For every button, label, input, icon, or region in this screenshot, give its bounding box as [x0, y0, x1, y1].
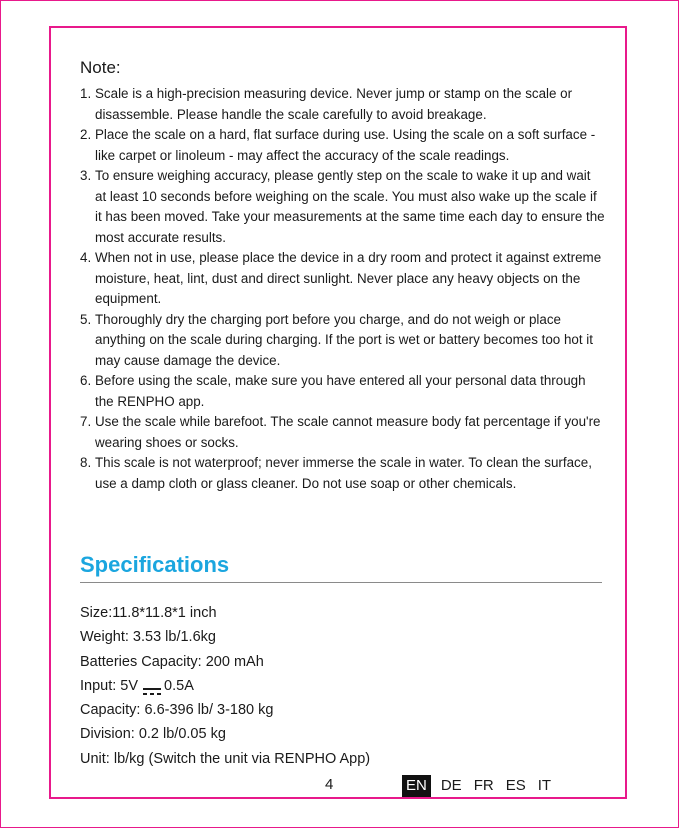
note-item-text: Scale is a high-precision measuring device. Never jump or stamp on the scale or disassemble. Please handle the scale carefully to avoid breakage.: [95, 86, 573, 122]
note-item-8: [80, 453, 605, 494]
note-item-number: 2.: [80, 127, 92, 142]
spec-division: Division: 0.2 lb/0.05 kg: [80, 726, 226, 743]
language-selector: [402, 775, 557, 797]
note-item-2: [80, 125, 605, 166]
spec-input-voltage: Input: 5V: [80, 677, 139, 694]
note-item-text: Place the scale on a hard, flat surface during use. Using the scale on a soft surface - like carpet or linoleum - may affect the accuracy of the scale readings.: [95, 127, 596, 163]
note-item-text: Use the scale while barefoot. The scale cannot measure body fat percentage if you're wearing shoes or socks.: [95, 414, 601, 450]
note-title: Note:: [80, 58, 121, 77]
note-item-5: [80, 310, 605, 372]
note-item-text: Before using the scale, make sure you have entered all your personal data through the RENPHO app.: [95, 373, 586, 409]
note-item-number: 4.: [80, 250, 92, 265]
spec-unit: Unit: lb/kg (Switch the unit via RENPHO App): [80, 750, 371, 767]
note-item-number: 6.: [80, 373, 92, 388]
language-tab-de[interactable]: DE: [440, 777, 462, 794]
dc-current-icon: [143, 680, 161, 689]
note-item-4: [80, 248, 605, 310]
note-item-1: [80, 84, 605, 125]
specifications-list: [80, 601, 600, 771]
note-item-number: 7.: [80, 414, 92, 429]
note-item-number: 8.: [80, 455, 92, 470]
section-divider: [80, 582, 602, 583]
specifications-heading: Specifications: [80, 552, 230, 577]
note-item-number: 1.: [80, 86, 92, 101]
note-item-text: To ensure weighing accuracy, please gently step on the scale to wake it up and wait at least 10 seconds before weighing on the scale. You must also wake up the scale if it has been moved. Take your measurements at the same time each day to ensure the most accurate results.: [95, 168, 605, 245]
note-item-3: [80, 166, 605, 248]
spec-input: [80, 674, 600, 698]
note-item-text: When not in use, please place the device in a dry room and protect it against extreme moisture, heat, lint, dust and direct sunlight. Never place any heavy objects on the equipment.: [95, 250, 602, 306]
spec-capacity: Capacity: 6.6-396 lb/ 3-180 kg: [80, 702, 274, 719]
language-tab-en[interactable]: EN: [402, 775, 431, 797]
note-item-6: [80, 371, 605, 412]
language-tab-it[interactable]: IT: [537, 777, 552, 794]
language-tab-fr[interactable]: FR: [473, 777, 494, 794]
language-tab-es[interactable]: ES: [505, 777, 526, 794]
page-number: 4: [325, 776, 334, 793]
spec-weight: Weight: 3.53 lb/1.6kg: [80, 629, 216, 646]
note-item-number: 3.: [80, 168, 92, 183]
spec-size: Size:11.8*11.8*1 inch: [80, 605, 217, 621]
spec-input-current: 0.5A: [164, 677, 194, 694]
note-item-7: [80, 412, 605, 453]
note-list: [80, 84, 605, 494]
spec-battery: Batteries Capacity: 200 mAh: [80, 653, 264, 670]
note-item-text: This scale is not waterproof; never immerse the scale in water. To clean the surface, use a damp cloth or glass cleaner. Do not use soap or other chemicals.: [95, 455, 592, 491]
note-item-number: 5.: [80, 311, 92, 327]
note-item-text: Thoroughly dry the charging port before you charge, and do not weigh or place anything on the scale during charging. If the port is wet or battery becomes too hot it may cause damage the device.: [95, 311, 593, 368]
